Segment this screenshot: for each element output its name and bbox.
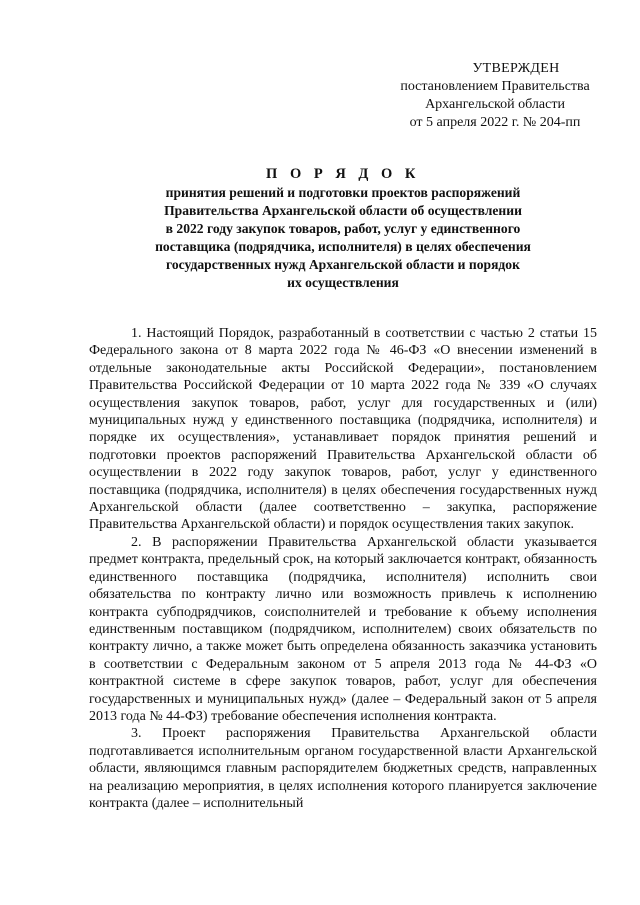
approval-stamp (380, 60, 610, 132)
title-line: принятия решений и подготовки проектов распоряжений (165, 185, 521, 200)
title-line: в 2022 году закупок товаров, работ, услуг у единственного (165, 221, 521, 236)
paragraph-2: 2. В распоряжении Правительства Архангельской области указывается предмет контракта, предельный срок, на который заключается контракт, обязанность единственного поставщика (подрядчика, исполнителя) исполнить свои обязательства по контракту лично или возможность привлечь к исполнению контракта субподрядчиков, соисполнителей и требование к объему исполнения единственным поставщиком (подрядчиком, исполнителем) своих обязательств по контракту лично, а также может быть определена обязанность заказчика установить в соответствии с Федеральным законом от 5 апреля 2013 года № 44-ФЗ «О контрактной системе в сфере закупок товаров, работ, услуг для обеспечения государственных и муниципальных нужд» (далее – Федеральный закон от 5 апреля 2013 года № 44-ФЗ) требование обеспечения исполнения контракта. (89, 534, 597, 724)
title-line: поставщика (подрядчика, исполнителя) в целях обеспечения (155, 239, 531, 254)
title-line: их осуществления (287, 275, 399, 290)
approval-line: Архангельской области (425, 97, 565, 112)
approval-heading: УТВЕРЖДЕН (472, 61, 560, 76)
approval-date-line: от 5 апреля 2022 г. № 204-пп (409, 115, 581, 130)
title-heading: П О Р Я Д О К (266, 166, 420, 182)
paragraph-1: 1. Настоящий Порядок, разработанный в соответствии с частью 2 статьи 15 Федерального закона от 8 марта 2022 года № 46-ФЗ «О внесении изменений в отдельные законодательные акты Российской Федерации», постановлением Правительства Российской Федерации от 10 марта 2022 года № 339 «О случаях осуществления закупок товаров, работ, услуг для государственных и (или) муниципальных нужд у единственного поставщика (подрядчика, исполнителя) и порядке их осуществления», устанавливает порядок принятия решений и подготовки проектов распоряжений Правительства Архангельской области об осуществлении в 2022 году закупок товаров, работ, услуг у единственного поставщика (подрядчика, исполнителя) в целях обеспечения государственных нужд Архангельской области (далее соответственно – закупка, распоряжение Правительства Архангельской области) и порядок осуществления таких закупок. (89, 326, 597, 533)
document-title (90, 164, 596, 292)
title-line: Правительства Архангельской области об осуществлении (164, 203, 522, 218)
title-line: государственных нужд Архангельской области и порядок (166, 257, 520, 272)
approval-line: постановлением Правительства (400, 79, 590, 94)
paragraph-3: 3. Проект распоряжения Правительства Архангельской области подготавливается исполнительным органом государственной власти Архангельской области, являющимся главным распорядителем бюджетных средств, направленных на реализацию мероприятия, в целях исполнения которого планируется заключение контракта (далее – исполнительный (89, 726, 597, 811)
document-body (89, 325, 597, 812)
